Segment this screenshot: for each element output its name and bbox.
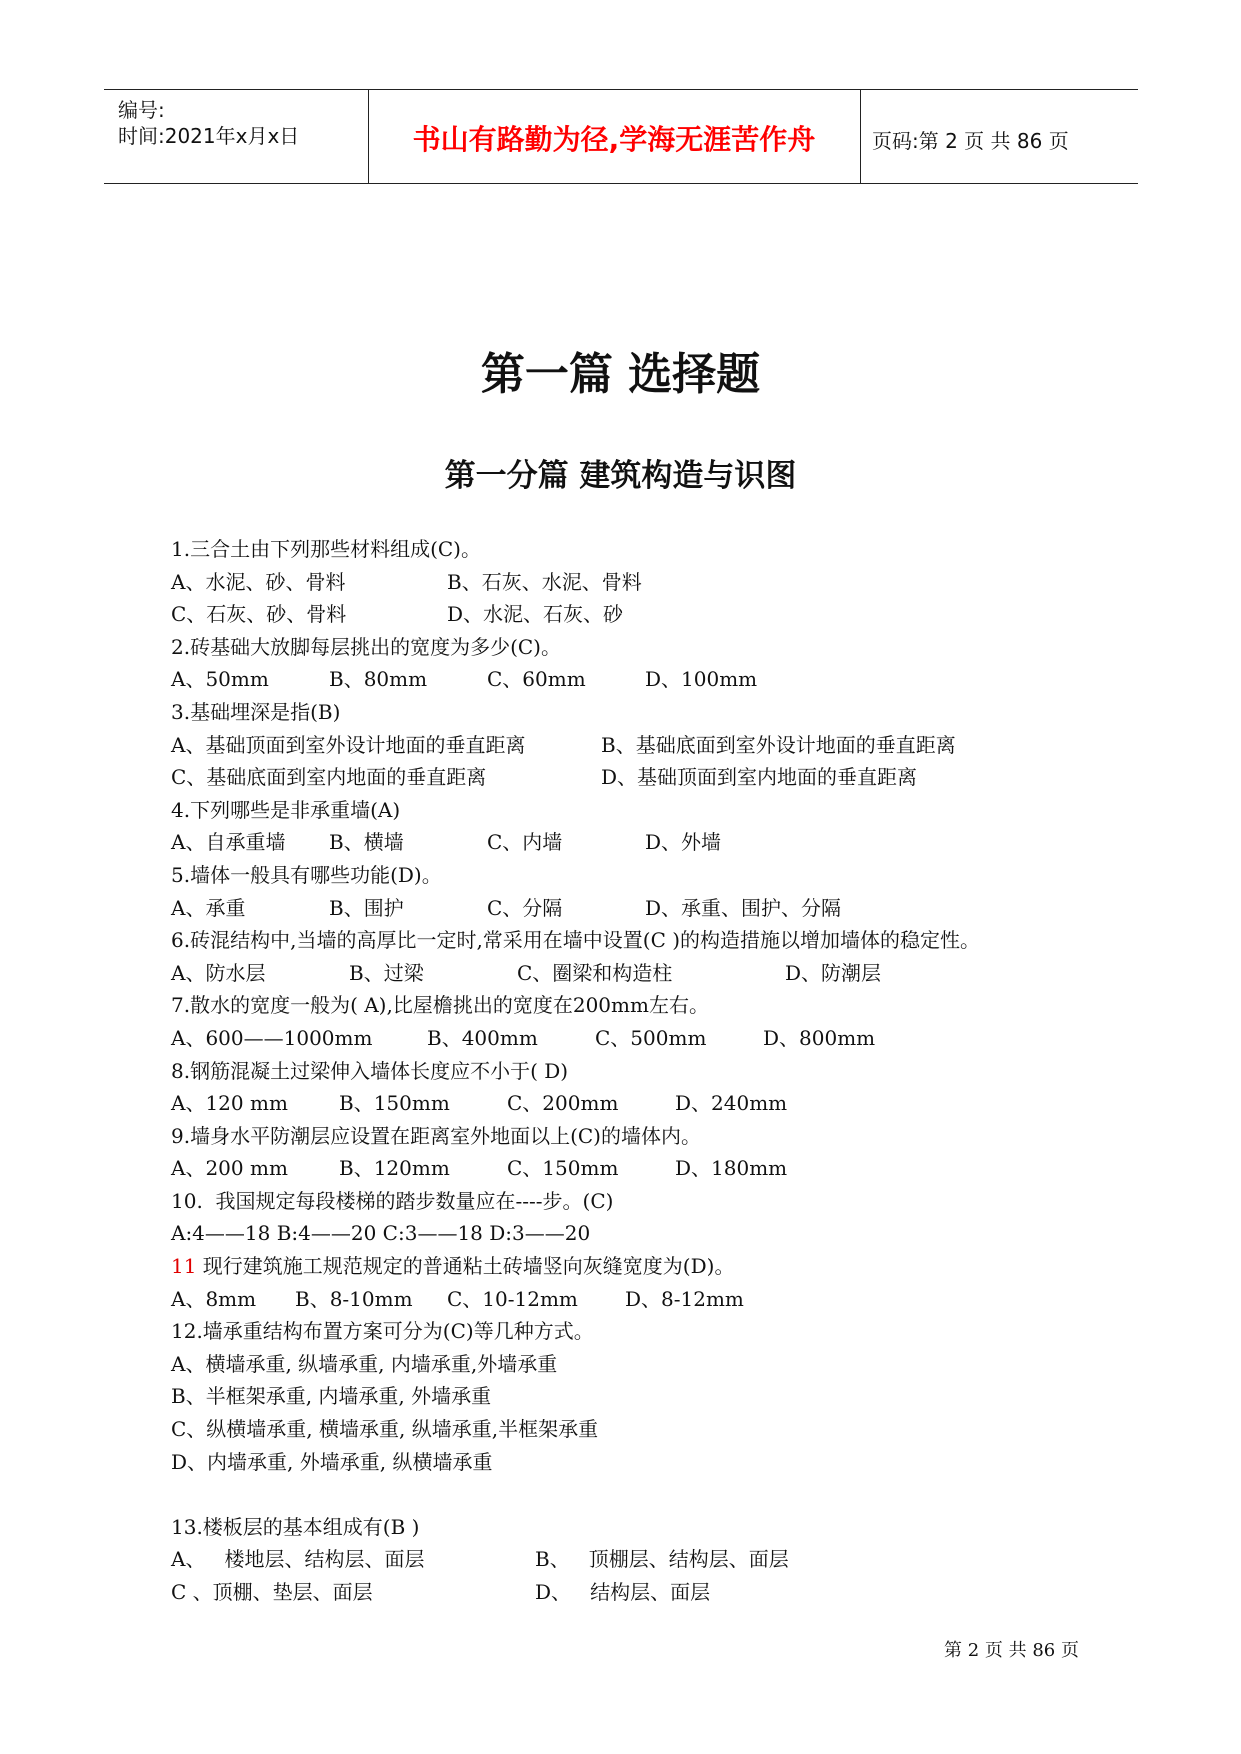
- question-text: 10. 我国规定每段楼梯的踏步数量应在----步。(C): [171, 1188, 614, 1213]
- page-footer: 第 2 页 共 86 页: [944, 1640, 1079, 1661]
- question-text: 3.基础埋深是指(B): [171, 699, 341, 724]
- page-number-label: 页码:第 2 页 共 86 页: [872, 129, 1069, 153]
- option: A、自承重墙: [171, 830, 286, 855]
- header-page-cell: [860, 90, 1138, 183]
- question-text: 1.三合土由下列那些材料组成(C)。: [171, 537, 481, 561]
- option-row: [171, 729, 1151, 762]
- option: C 、顶棚、垫层、面层: [171, 1580, 373, 1604]
- question-number: 11: [171, 1254, 197, 1279]
- question-text: 7.散水的宽度一般为( A),比屋檐挑出的宽度在200mm左右。: [171, 993, 709, 1018]
- option: B、120mm: [339, 1156, 450, 1181]
- option: B、过梁: [349, 960, 424, 985]
- option-row: [171, 1022, 1151, 1055]
- option: B、石灰、水泥、骨料: [447, 569, 642, 594]
- option-row: A:4——18 B:4——20 C:3——18 D:3——20: [171, 1221, 591, 1246]
- option: B、基础底面到室外设计地面的垂直距离: [601, 732, 956, 757]
- option-row: [171, 1283, 1151, 1316]
- option: C、石灰、砂、骨料: [171, 602, 347, 627]
- option: D、8-12mm: [625, 1286, 744, 1311]
- option: A、600——1000mm: [171, 1025, 373, 1050]
- question-body: 现行建筑施工规范规定的普通粘土砖墙竖向灰缝宽度为(D)。: [196, 1254, 735, 1279]
- option: A、水泥、砂、骨料: [171, 569, 346, 594]
- chapter-title: 第一篇 选择题: [480, 349, 761, 400]
- header-motto-cell: [368, 90, 861, 183]
- option-row: [171, 598, 1151, 631]
- option: C、500mm: [595, 1025, 707, 1050]
- option: C、基础底面到室内地面的垂直距离: [171, 765, 487, 790]
- option-row: [171, 826, 1151, 859]
- question-text: [171, 1250, 1151, 1283]
- option: A、 楼地层、结构层、面层: [171, 1547, 425, 1572]
- option: D、水泥、石灰、砂: [447, 602, 624, 627]
- option: D、外墙: [645, 830, 722, 855]
- spacer: [171, 1478, 1151, 1511]
- option: D、 结构层、面层: [535, 1580, 711, 1604]
- option: C、分隔: [487, 895, 563, 920]
- doc-time-label: 时间:2021年x月x日: [118, 124, 300, 148]
- option: C、150mm: [507, 1156, 619, 1181]
- option: A、防水层: [171, 960, 266, 985]
- option-row: B、半框架承重, 内墙承重, 外墙承重: [171, 1384, 492, 1409]
- option: C、内墙: [487, 830, 563, 855]
- option-row: A、横墙承重, 纵墙承重, 内墙承重,外墙承重: [171, 1351, 558, 1376]
- question-text: 8.钢筋混凝土过梁伸入墙体长度应不小于( D): [171, 1058, 569, 1083]
- motto-text: 书山有路勤为径,学海无涯苦作舟: [412, 123, 816, 156]
- option: A、基础顶面到室外设计地面的垂直距离: [171, 732, 526, 757]
- option: A、120 mm: [171, 1091, 288, 1116]
- question-text: 6.砖混结构中,当墙的高厚比一定时,常采用在墙中设置(C )的构造措施以增加墙体的稳定性。: [171, 928, 981, 953]
- option: B、150mm: [339, 1091, 450, 1116]
- option: B、 顶棚层、结构层、面层: [535, 1547, 789, 1572]
- option: C、60mm: [487, 667, 586, 692]
- question-text: 5.墙体一般具有哪些功能(D)。: [171, 862, 442, 887]
- option: A、承重: [171, 895, 246, 920]
- option-row: [171, 1087, 1151, 1120]
- option: B、400mm: [427, 1025, 538, 1050]
- option: D、240mm: [675, 1091, 788, 1116]
- option: A、8mm: [171, 1286, 257, 1311]
- option-row: [171, 663, 1151, 696]
- option-row: D、内墙承重, 外墙承重, 纵横墙承重: [171, 1449, 493, 1474]
- option: D、180mm: [675, 1156, 788, 1181]
- doc-number-label: 编号:: [118, 98, 165, 122]
- option: A、50mm: [171, 667, 269, 692]
- question-text: 2.砖基础大放脚每层挑出的宽度为多少(C)。: [171, 634, 561, 659]
- option: D、防潮层: [785, 960, 882, 985]
- option: D、800mm: [763, 1025, 876, 1050]
- option: B、围护: [329, 895, 404, 920]
- option: B、8-10mm: [295, 1286, 413, 1311]
- option-row: [171, 566, 1151, 599]
- option-row: C、纵横墙承重, 横墙承重, 纵墙承重,半框架承重: [171, 1417, 599, 1442]
- question-text: 12.墙承重结构布置方案可分为(C)等几种方式。: [171, 1319, 594, 1344]
- question-text: 9.墙身水平防潮层应设置在距离室外地面以上(C)的墙体内。: [171, 1123, 701, 1148]
- option-row: [171, 1543, 1151, 1576]
- option: C、圈梁和构造柱: [517, 960, 673, 985]
- header-info-cell: [104, 90, 369, 183]
- option: D、承重、围护、分隔: [645, 895, 842, 920]
- page-header: [104, 89, 1138, 184]
- section-title: 第一分篇 建筑构造与识图: [444, 458, 797, 494]
- option: B、横墙: [329, 830, 404, 855]
- option: C、10-12mm: [447, 1286, 578, 1311]
- option-row: [171, 957, 1151, 990]
- option-row: [171, 892, 1151, 925]
- option: D、基础顶面到室内地面的垂直距离: [601, 765, 918, 790]
- option: A、200 mm: [171, 1156, 288, 1181]
- option-row: [171, 1152, 1151, 1185]
- question-list: [171, 533, 1151, 1609]
- question-text: 4.下列哪些是非承重墙(A): [171, 797, 401, 822]
- question-text: 13.楼板层的基本组成有(B ): [171, 1514, 420, 1539]
- option-row: [171, 761, 1151, 794]
- option: D、100mm: [645, 667, 758, 692]
- option: C、200mm: [507, 1091, 619, 1116]
- option-row: [171, 1576, 1151, 1609]
- option: B、80mm: [329, 667, 428, 692]
